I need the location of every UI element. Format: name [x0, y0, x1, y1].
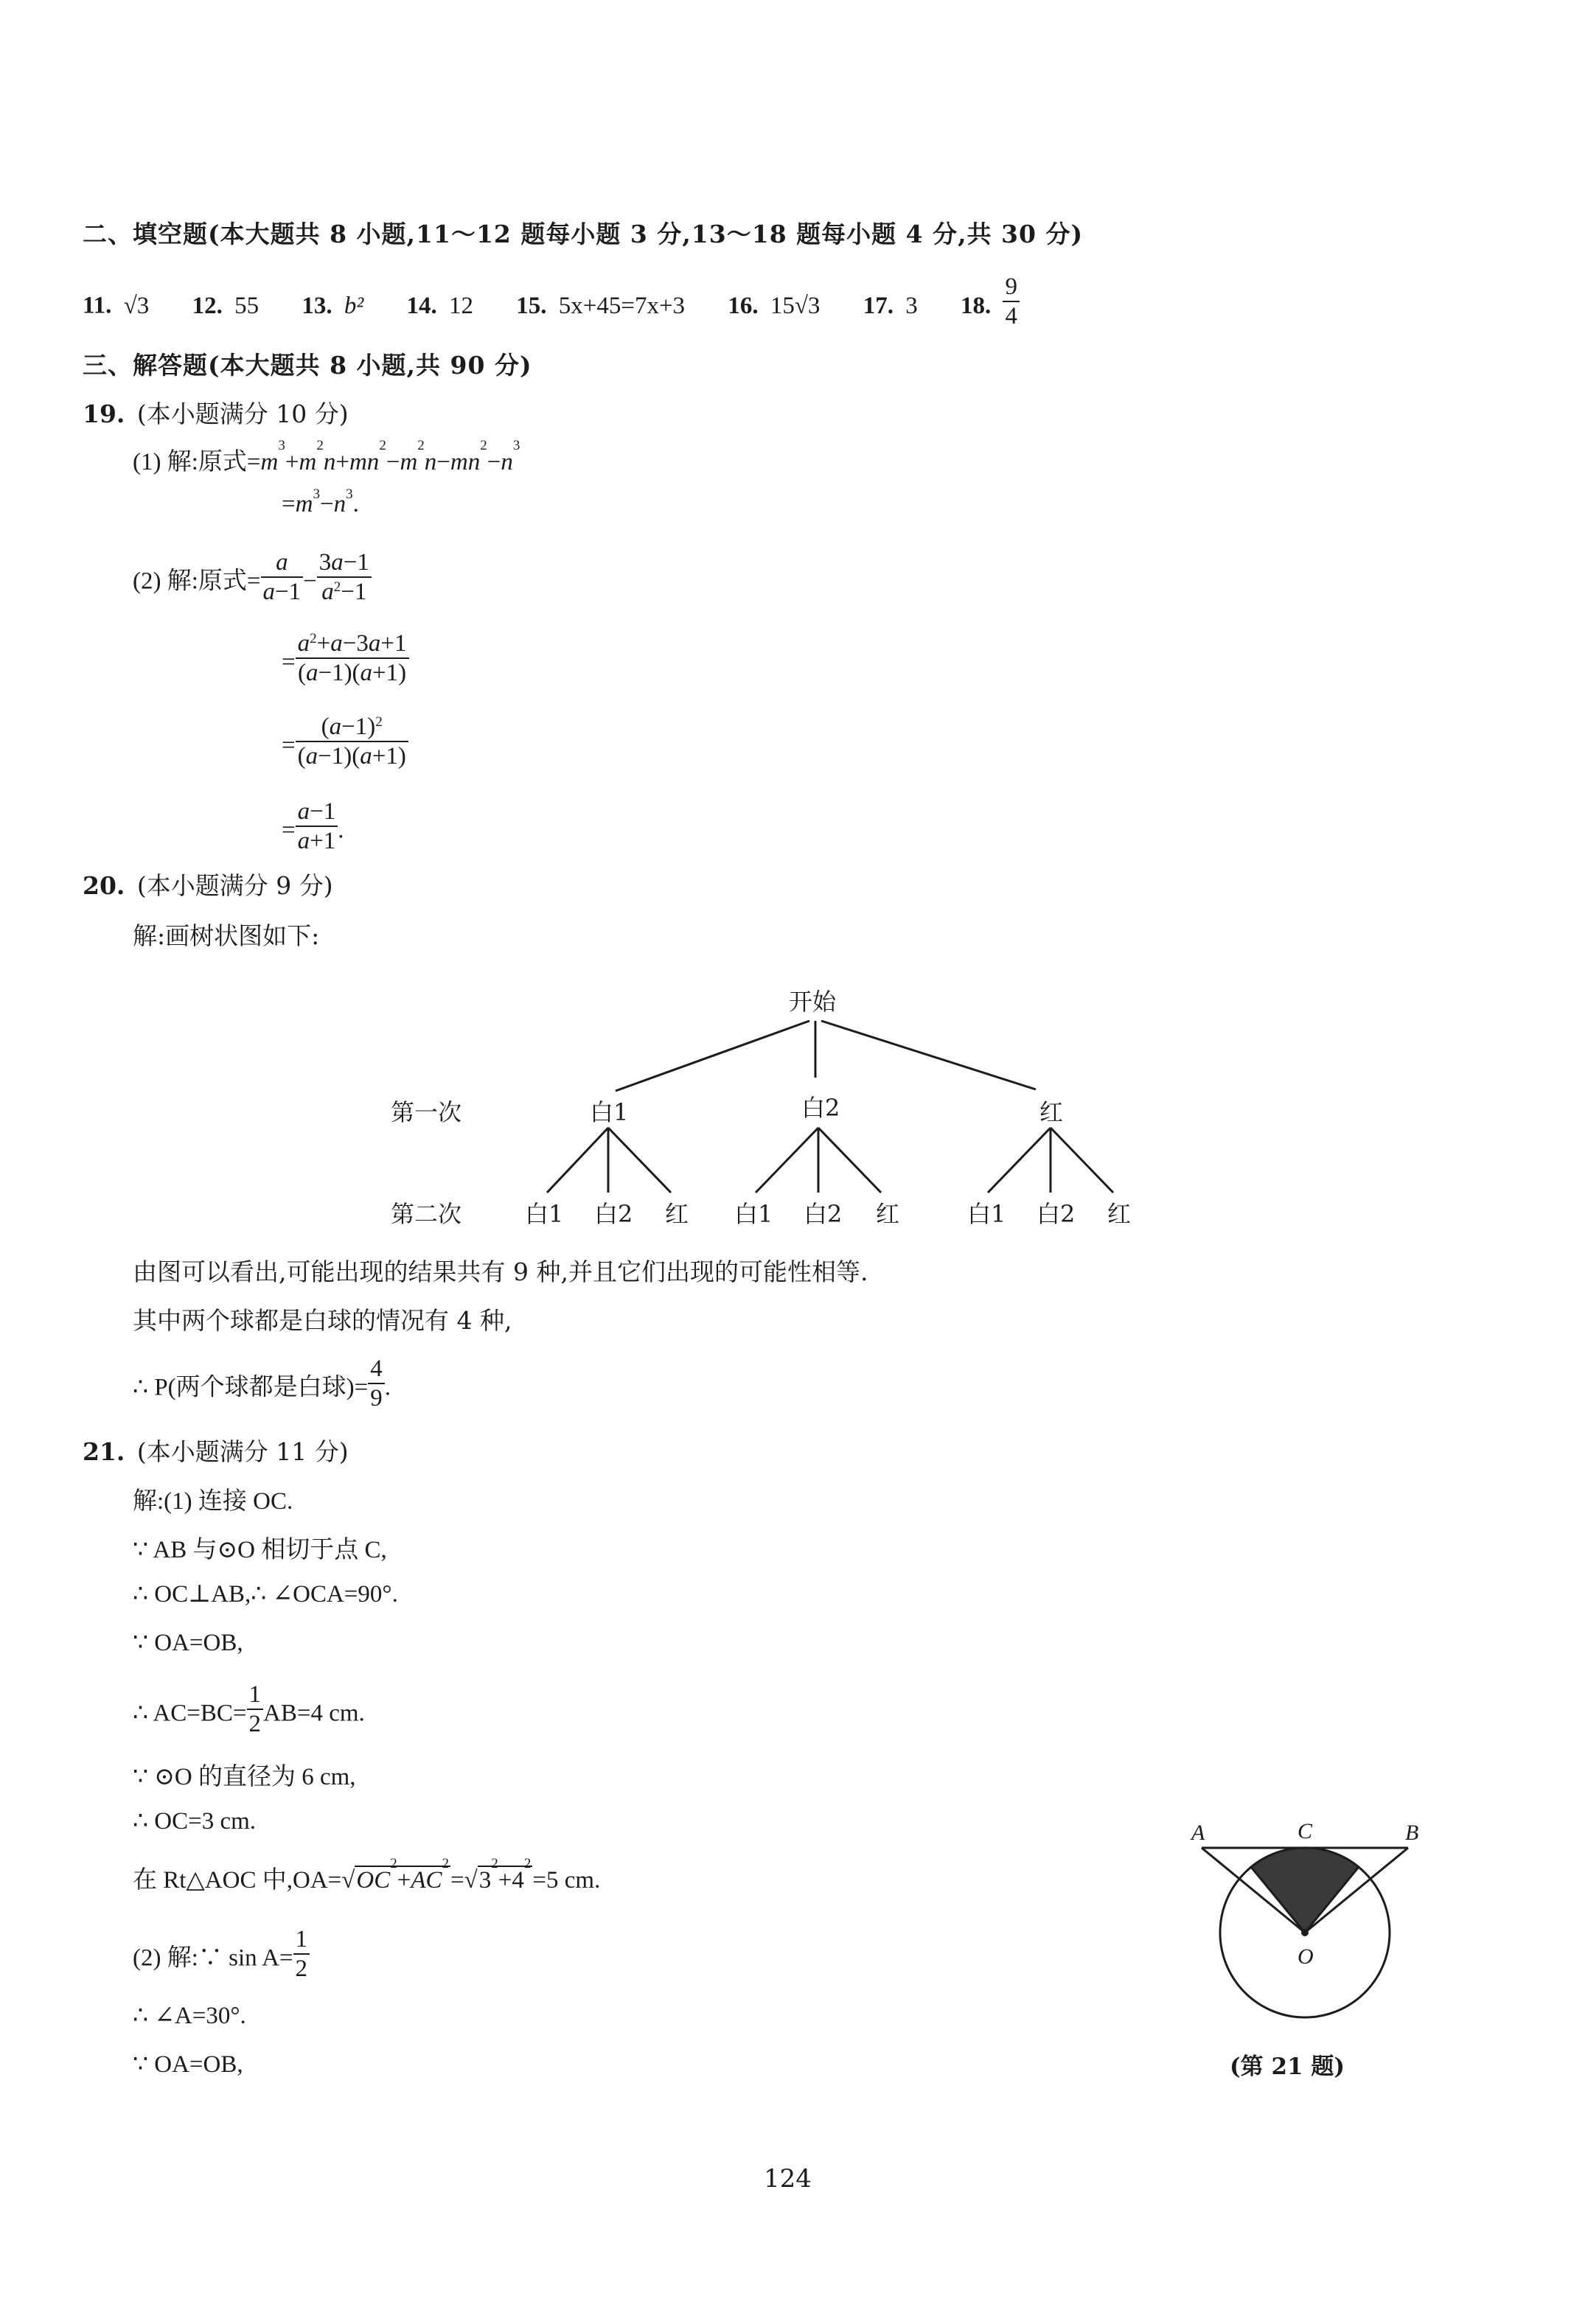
q20-intro: 解:画树状图如下: — [133, 921, 320, 950]
q20-probability-denominator: 9 — [370, 1385, 383, 1412]
q21-line-rt: 在 Rt△AOC 中$,OA=√OC^2+AC^2=√3^2+4^2=5$ cm. — [133, 1856, 601, 1894]
answer-11-num: 11. — [83, 292, 112, 319]
q20-title: (本小题满分 9 分) — [136, 871, 333, 900]
tree-edge-red-w1 — [988, 1128, 1051, 1193]
q21-line-tangent: ∵ AB 与⊙O 相切于点 C, — [133, 1537, 387, 1563]
answer-15-val: 5x+45=7x+3 — [558, 292, 686, 319]
answer-16-val: 15√3 — [770, 292, 821, 319]
q19-part2-line2: = $\frac{a^2+a-3a+1}{(a-1)(a+1)}$ — [282, 635, 409, 693]
tree-second-7: 白1 — [967, 1200, 1006, 1228]
tree-second-9: 红 — [1107, 1200, 1132, 1228]
q21-rt-prefix: 在 Rt△AOC 中,OA= — [133, 1867, 342, 1894]
answer-14-num: 14. — [406, 292, 437, 319]
q21-ac-suffix: AB=4 cm. — [263, 1700, 365, 1727]
tree-row2-label: 第二次 — [391, 1200, 462, 1228]
answer-12-num: 12. — [192, 292, 223, 319]
tree-first-red: 红 — [1039, 1098, 1064, 1126]
q20-line2: 其中两个球都是白球的情况有 4 种, — [133, 1306, 512, 1335]
q19-part1-line1: (1) 解:原式$=m^3+m^2n+mn^2-m^2n-mn^2-n^3$ — [133, 438, 520, 475]
label-b: B — [1405, 1821, 1419, 1845]
label-o: O — [1297, 1944, 1314, 1969]
answer-14-val: 12 — [448, 292, 473, 319]
q19-title: (本小题满分 10 分) — [136, 399, 349, 428]
section-2-heading: 二、填空题(本大题共 8 小题,11～12 题每小题 3 分,13～18 题每小题 4 分,共 30 分) — [83, 220, 1084, 248]
section-3-heading: 三、解答题(本大题共 8 小题,共 90 分) — [83, 351, 532, 380]
tree-second-3: 红 — [665, 1200, 689, 1228]
answer-15-num: 15. — [516, 292, 547, 319]
q21-line-oc: ∴ OC=3 cm. — [133, 1808, 257, 1835]
label-c: C — [1297, 1819, 1313, 1843]
q21-line-connect: 解:(1) 连接 OC. — [133, 1488, 293, 1515]
q20-line3: ∴ P(两个球都是白球)= $\frac{4}{9}$ . — [133, 1355, 391, 1412]
tree-edge-w1-red — [608, 1128, 671, 1193]
tree-second-6: 红 — [876, 1200, 900, 1228]
q21-line-oa-ob-2: ∵ OA=OB, — [133, 2051, 243, 2078]
q20-line1: 由图可以看出,可能出现的结果共有 9 种,并且它们出现的可能性相等. — [133, 1257, 868, 1286]
tree-second-4: 白1 — [734, 1200, 773, 1228]
answer-11-val: √3 — [123, 292, 150, 319]
tree-edge-w2-red — [818, 1128, 881, 1193]
q20-probability-fraction — [368, 1355, 385, 1412]
q21-line-diameter: ∵ ⊙O 的直径为 6 cm, — [133, 1764, 356, 1790]
tree-first-w2: 白2 — [801, 1094, 840, 1122]
answer-18-denominator: 4 — [1005, 303, 1017, 329]
label-a: A — [1191, 1821, 1205, 1845]
answer-18-num: 18. — [960, 292, 992, 319]
tree-root: 开始 — [789, 988, 837, 1016]
q20-probability-numerator: 4 — [368, 1355, 385, 1384]
q21-line-perpendicular: ∴ OC⊥AB,∴ ∠OCA=90°. — [133, 1581, 398, 1608]
q21-figure-caption: (第 21 题) — [1230, 2053, 1345, 2080]
center-point-o — [1301, 1929, 1309, 1936]
answer-16-num: 16. — [728, 292, 759, 319]
answer-18-numerator: 9 — [1003, 273, 1020, 302]
q21-sin-prefix: (2) 解:∵ sin A= — [133, 1944, 293, 1972]
tree-edge-red-red — [1051, 1128, 1113, 1193]
tree-edge-root-w1 — [616, 1021, 809, 1091]
tree-second-5: 白2 — [804, 1200, 843, 1228]
q21-line-oa-ob: ∵ OA=OB, — [133, 1630, 243, 1656]
q21-line-sin: (2) 解:∵ sin A= $\frac{1}{2}$ — [133, 1931, 310, 1989]
q21-title: (本小题满分 11 分) — [136, 1437, 349, 1466]
q21-rt-suffix: =5 cm. — [532, 1867, 601, 1894]
answer-17-val: 3 — [905, 292, 918, 319]
q20-line3-prefix: ∴ P(两个球都是白球)= — [133, 1374, 369, 1401]
shaded-sector — [1251, 1848, 1359, 1933]
q21-figure — [1180, 1813, 1430, 2079]
q21-ac-prefix: ∴ AC=BC= — [133, 1700, 247, 1727]
q19-part2-line4: = $\frac{a-1}{a+1}$ . — [282, 798, 344, 854]
tree-row1-label: 第一次 — [391, 1098, 462, 1126]
tree-first-w1: 白1 — [590, 1098, 629, 1126]
q21-number: 21. — [83, 1437, 125, 1466]
answer-13-val: b² — [344, 292, 364, 319]
answer-17-num: 17. — [863, 292, 894, 319]
q21-line-ac-bc: ∴ AC=BC= $\frac{1}{2}$ AB=4 cm. — [133, 1681, 365, 1737]
tree-edge-root-red — [821, 1021, 1036, 1089]
q19-part1-label: (1) 解:原式 — [133, 449, 247, 475]
tree-second-8: 白2 — [1037, 1200, 1076, 1228]
q19-number: 19. — [83, 399, 125, 428]
q19-part2-label: (2) 解:原式 — [133, 568, 247, 595]
answer-12-val: 55 — [234, 292, 259, 319]
tree-edge-w1-w1 — [547, 1128, 608, 1193]
q19-part2-line1: (2) 解:原式= $\frac{a}{a-1}$ − $\frac{3a-1}{a^2-1}$ — [133, 554, 372, 612]
q19-part2-line3: = $\frac{(a-1)^2}{(a-1)(a+1)}$ — [282, 719, 408, 776]
answer-13-num: 13. — [302, 292, 332, 319]
q19-part1-line2: $=m^3-n^3$. — [282, 486, 359, 517]
q21-line-angle: ∴ ∠A=30°. — [133, 2003, 246, 2029]
q20-number: 20. — [83, 871, 125, 900]
tree-second-2: 白2 — [594, 1200, 633, 1228]
page-number: 124 — [764, 2164, 812, 2194]
tree-second-1: 白1 — [525, 1200, 564, 1228]
tree-edge-w2-w1 — [756, 1128, 818, 1193]
q21-header — [83, 1433, 349, 1468]
